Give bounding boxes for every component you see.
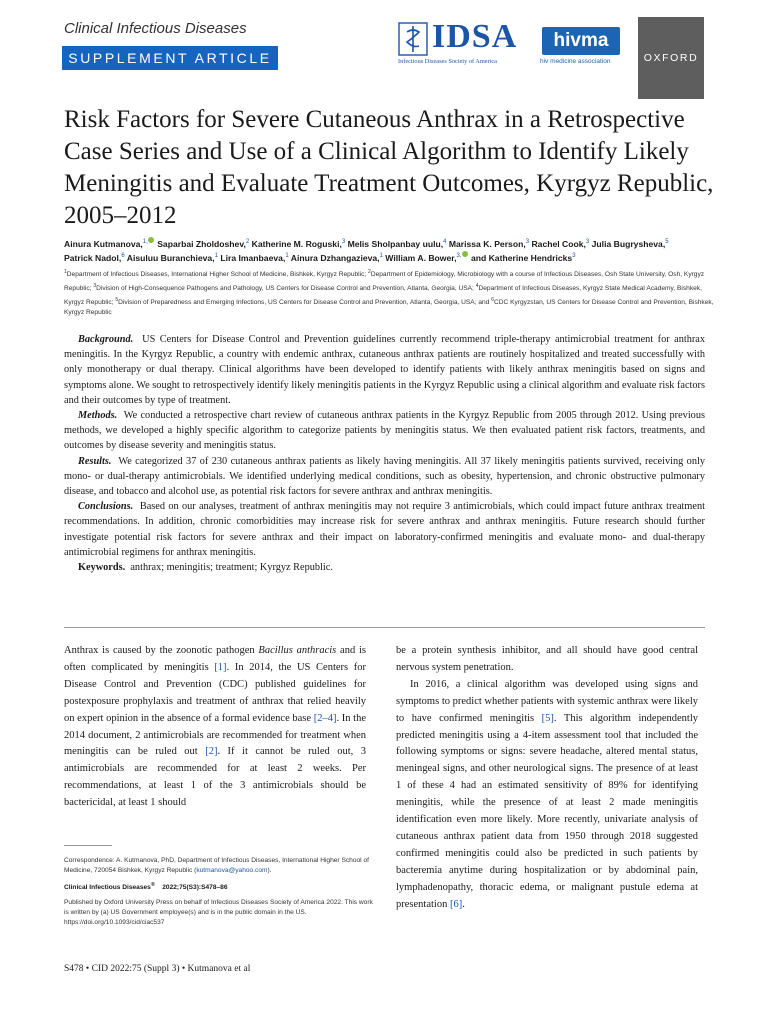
results-text: We categorized 37 of 230 cutaneous anthrax patients as likely having meningitis. All 37 likely meningitis patients survived, receiving only mono- or dual-therapy antimicrobials. We identified underlying medical conditions, such as obesity, hypertension, and chronic obstructive pulmonary disease, and tobacco and alcohol use, as potential risk factors for severe anthrax and anthrax meningitis.	[64, 455, 705, 498]
footnote-divider	[64, 845, 112, 846]
author-affiliation-mark: 4	[443, 239, 447, 245]
article-title: Risk Factors for Severe Cutaneous Anthrax in a Retrospective Case Series and Use of a Clinical Algorithm to Identify Likely Meningitis and Evaluate Treatment Outcomes, Kyrgyz Republic, 2005–2012	[64, 106, 714, 229]
hivma-logo: hivma	[542, 27, 620, 55]
keywords-label: Keywords.	[78, 562, 126, 574]
author-name: Rachel Cook,	[531, 238, 586, 249]
author-name: Ainura Kutmanova,	[64, 238, 143, 249]
registered-mark: ®	[150, 882, 155, 889]
body-text: In 2016, a clinical algorithm was developed using signs and symptoms to predict whether patients with systemic anthrax were likely to have confirmed meningitis	[396, 678, 698, 724]
correspondence-text: ).	[267, 867, 272, 875]
idsa-emblem-icon	[398, 22, 428, 56]
oxford-logo: OXFORD	[638, 17, 704, 99]
background-label: Background.	[78, 334, 134, 345]
author-affiliation-mark: 3	[572, 253, 576, 260]
affiliation-mark: 6	[491, 296, 494, 303]
species-name: Bacillus anthracis	[258, 645, 337, 656]
citation-link[interactable]: [1]	[214, 661, 227, 673]
author-name: Marissa K. Person,	[448, 238, 526, 249]
idsa-logo	[398, 18, 530, 70]
author-affiliation-mark: 3	[525, 239, 530, 245]
affiliation-text: CDC Kyrgyzstan, US Centers for Disease Control and Prevention, Bishkek, Kyrgyz Republic	[64, 298, 714, 317]
conclusions-text: Based on our analyses, treatment of anthrax meningitis may not require 3 antimicrobials, which could impact future anthrax treatment recommendations. In addition, chronic comorbidities may increase risk for severe anthrax and anthrax meningitis. Future research should further investigate potential risk factors for severe anthrax and their impact on laboratory-confirmed meningitis and evaluate mono- and dual-therapy antimicrobial regimens for anthrax meningitis.	[64, 501, 705, 558]
body-text: . If it cannot be ruled out, 3 antimicrobials are recommended for at least 2 weeks. Per recommendations, at least 1 of the 3 antimicrobials should be bactericidal, at least 1 should	[64, 746, 367, 809]
conclusions-label: Conclusions.	[78, 501, 134, 513]
author-affiliation-mark: 1,	[142, 239, 148, 245]
affiliation-text: Department of Infectious Diseases, International Higher School of Medicine, Bishkek, Kyrgyz Republic;	[66, 271, 369, 279]
author-name: Patrick Nadol,	[64, 253, 122, 264]
author-name: William A. Bower,	[385, 253, 457, 264]
affiliation-text: Department of Infectious Diseases, Kyrgyz State Medical Academy, Bishkek, Kyrgyz Republic;	[64, 284, 702, 306]
body-text: Anthrax is caused by the zoonotic pathogen	[64, 645, 259, 656]
author-affiliation-mark: 1	[214, 253, 218, 260]
affiliations	[64, 267, 714, 319]
affiliation-text: Division of Preparedness and Emerging Infections, US Centers for Disease Control and Prevention, Atlanta, Georgia, USA; and	[118, 298, 492, 306]
author-affiliation-mark: 3	[341, 239, 346, 245]
article-type-banner: SUPPLEMENT ARTICLE	[62, 46, 278, 70]
affiliation-mark: 2	[368, 269, 371, 275]
body-text: .	[462, 898, 465, 910]
author-affiliation-mark: 5	[665, 239, 669, 245]
author-name: Melis Sholpanbay uulu,	[347, 238, 444, 249]
publisher-note: Published by Oxford University Press on behalf of Infectious Diseases Society of America 2022. This work is written by (a) US Government employee(s) and is in the public domain in the US.	[64, 898, 373, 916]
author-name: Katherine M. Roguski,	[251, 238, 342, 249]
author-name: Aisuluu Buranchieva,	[126, 253, 215, 264]
author-list	[64, 236, 714, 265]
correspondence-block	[64, 856, 374, 928]
author-affiliation-mark: 3,	[456, 253, 462, 260]
citation-link[interactable]: [5]	[541, 712, 554, 724]
orcid-icon[interactable]	[148, 237, 154, 243]
body-text: . This algorithm independently predicted meningitis using a 4-item assessment tool that included the following symptoms or signs: severe headache, altered mental status, meningeal signs, and other neurological signs. The presence of at least 1 of these 4 had an estimated sensitivity of 89% for identifying meningitis, while the presence of at least 2 made meningitis identification even more likely. More recently, univariate analysis of cutaneous anthrax patient data from 1950 through 2018 suggested confirmed meningitis could also be predicted in such patients by bacteremia anytime during hospitalization or by abdominal pain, lymphadenopathy, thoracic edema, or malignant pustule edema at presentation	[396, 712, 698, 910]
email-link[interactable]: kutmanova@yahoo.com	[196, 867, 268, 875]
background-text: US Centers for Disease Control and Prevention guidelines currently recommend triple-therapy antimicrobial treatment for anthrax meningitis. In the Kyrgyz Republic, a country with endemic anthrax, cutaneous anthrax patients are routinely hospitalized and treated successfully with only monotherapy or dual therapy. Clinical algorithms have been developed to identify patients with likely anthrax meningitis based on signs and symptoms alone. We sought to retrospectively identify likely meningitis patients in the Kyrgyz Republic using a clinical algorithm and evaluate risk factors and their outcomes by type of treatment.	[64, 334, 705, 406]
affiliation-mark: 4	[475, 282, 479, 289]
hivma-subtitle: hiv medicine association	[540, 58, 611, 65]
author-affiliation-mark: 6	[121, 253, 125, 260]
idsa-wordmark: IDSA	[432, 18, 518, 55]
body-column-left	[64, 643, 366, 812]
citation-link[interactable]: [2]	[205, 746, 218, 758]
citation-link[interactable]: [2–4]	[313, 712, 337, 724]
body-paragraph: be a protein synthesis inhibitor, and all should have good central nervous system penetration.	[396, 645, 698, 673]
abstract	[64, 332, 705, 575]
author-affiliation-mark: 1	[285, 253, 289, 260]
author-affiliation-mark: 2	[245, 239, 250, 245]
author-affiliation-mark: 1	[379, 253, 383, 260]
abstract-divider	[64, 627, 705, 628]
journal-name: Clinical Infectious Diseases	[64, 20, 247, 37]
affiliation-text: Department of Epidemiology, Microbiology with a course of Infectious Diseases, Osh State University, Osh, Kyrgyz Republic;	[64, 271, 705, 292]
affiliation-mark: 1	[64, 269, 67, 275]
affiliation-mark: 3	[93, 282, 97, 289]
author-name: Saparbai Zholdoshev,	[157, 238, 246, 249]
body-text: and is often complicated by meningitis	[64, 645, 366, 673]
page-footer: S478 • CID 2022:75 (Suppl 3) • Kutmanova et al	[64, 964, 251, 974]
affiliation-mark: 5	[115, 296, 119, 303]
author-name: Ainura Dzhangazieva,	[290, 253, 380, 264]
methods-text: We conducted a retrospective chart review of cutaneous anthrax patients in the Kyrgyz Republic from 2005 through 2012. Using previous methods, we developed a highly specific algorithm to categorize patients by meningitis status. We then evaluated patient risk factors, treatments, and outcomes by disease severity and meningitis status.	[64, 410, 705, 452]
citation-link[interactable]: [6]	[449, 898, 463, 910]
results-label: Results.	[78, 455, 112, 467]
correspondence-text: Correspondence: A. Kutmanova, PhD, Department of Infectious Diseases, International Higher School of Medicine, 720054 Bishkek, Kyrgyz Republic (	[64, 857, 369, 875]
author-affiliation-mark: 3	[585, 239, 590, 245]
author-name: and Katherine Hendricks	[470, 253, 573, 264]
doi-link[interactable]: https://doi.org/10.1093/cid/ciac537	[64, 919, 165, 927]
keywords-text: anthrax; meningitis; treatment; Kyrgyz Republic.	[130, 562, 333, 574]
affiliation-text: Division of High-Consequence Pathogens and Pathology, US Centers for Disease Control and Prevention, Atlanta, Georgia, USA;	[96, 284, 476, 292]
journal-citation-label: Clinical Infectious Diseases	[64, 884, 151, 892]
orcid-icon[interactable]	[462, 251, 468, 257]
body-text: . In 2014, the US Centers for Disease Control and Prevention (CDC) published guidelines for postexposure prophylaxis and treatment of anthrax that relied heavily on expert opinion in the absence of a formal evidence base	[64, 661, 366, 724]
methods-label: Methods.	[78, 410, 118, 422]
body-column-right	[396, 643, 698, 914]
author-name: Julia Bugrysheva,	[591, 238, 666, 249]
body-text: . In the 2014 document, 2 antimicrobials are recommended for treatment when meningitis can be ruled out	[64, 712, 366, 758]
idsa-subtitle: Infectious Diseases Society of America	[398, 58, 497, 65]
journal-citation: 2022;75(S3):S478–86	[162, 884, 228, 892]
author-name: Lira Imanbaeva,	[220, 253, 286, 264]
